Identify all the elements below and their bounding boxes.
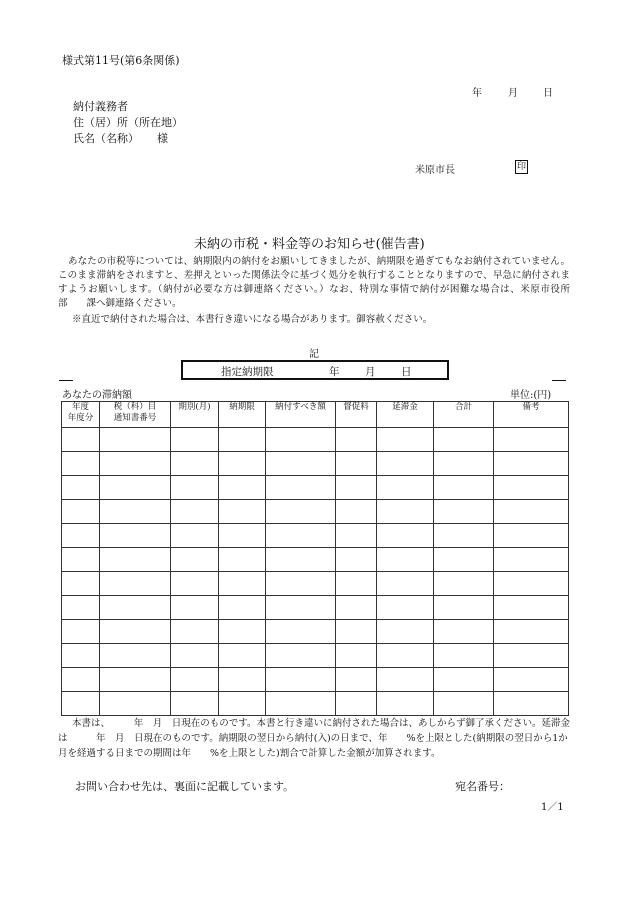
table-cell xyxy=(336,452,377,476)
table-cell xyxy=(434,500,494,524)
table-header-text: 納期限 xyxy=(229,402,255,412)
address-number-label: 宛名番号： xyxy=(455,780,510,793)
table-cell xyxy=(336,596,377,620)
table-cell xyxy=(336,572,377,596)
table-cell xyxy=(219,692,266,716)
table-cell xyxy=(434,428,494,452)
table-cell xyxy=(377,524,434,548)
table-row xyxy=(62,452,569,476)
table-cell xyxy=(171,596,219,620)
table-cell xyxy=(171,692,219,716)
table-cell xyxy=(494,572,569,596)
table-row xyxy=(62,572,569,596)
table-cell xyxy=(171,428,219,452)
table-cell xyxy=(219,524,266,548)
table-cell xyxy=(266,548,336,572)
table-cell xyxy=(494,620,569,644)
table-cell xyxy=(494,500,569,524)
table-cell xyxy=(62,500,100,524)
table-header-cell xyxy=(434,402,494,428)
table-cell xyxy=(219,596,266,620)
table-header-text: 通知書番号 xyxy=(113,413,157,423)
table-cell xyxy=(100,524,171,548)
body-note: ※直近で納付された場合は、本書行き違いになる場合があります。御容赦ください。 xyxy=(72,314,433,325)
footer-paragraph: 本書は、 年 月 日現在のものです。本書と行き違いに納付された場合は、あしからず御了承ください。延滞金は 年 月 日現在のものです。納期限の翌日から納付(入)の日まで、年 %を上限とした(納期限の翌日から1か月を経過する日までの期間は年 %を上限とした)割合で計算した金額が加算されます。 xyxy=(58,718,570,759)
table-cell xyxy=(62,620,100,644)
table-cell xyxy=(377,548,434,572)
table-cell xyxy=(62,668,100,692)
table-cell xyxy=(266,668,336,692)
table-cell xyxy=(219,572,266,596)
table-cell xyxy=(336,668,377,692)
corner-mark-left xyxy=(59,380,73,381)
table-cell xyxy=(100,548,171,572)
table-cell xyxy=(336,548,377,572)
table-cell xyxy=(494,548,569,572)
table-cell xyxy=(494,644,569,668)
table-row xyxy=(62,644,569,668)
table-cell xyxy=(336,620,377,644)
table-header-row xyxy=(62,402,569,428)
table-cell xyxy=(219,500,266,524)
due-month: 月 xyxy=(365,366,376,378)
delinquent-label: あなたの滞納額 xyxy=(62,390,132,401)
table-cell xyxy=(62,452,100,476)
table-cell xyxy=(434,620,494,644)
table-cell xyxy=(434,524,494,548)
ki-heading: 記 xyxy=(309,349,319,360)
table-cell xyxy=(266,692,336,716)
table-cell xyxy=(494,596,569,620)
table-cell xyxy=(171,524,219,548)
table-cell xyxy=(434,548,494,572)
table-header-cell xyxy=(377,402,434,428)
table-cell xyxy=(377,500,434,524)
table-header-cell xyxy=(336,402,377,428)
table-row xyxy=(62,500,569,524)
table-header-text: 督促料 xyxy=(343,402,369,412)
table-row xyxy=(62,596,569,620)
table-cell xyxy=(494,692,569,716)
due-label: 指定納期限 xyxy=(221,366,274,378)
table-cell xyxy=(434,476,494,500)
table-cell xyxy=(266,428,336,452)
table-cell xyxy=(266,596,336,620)
recipient-label: 納付義務者 xyxy=(73,100,128,113)
table-cell xyxy=(171,668,219,692)
table-cell xyxy=(434,644,494,668)
corner-mark-right xyxy=(552,380,566,381)
table-cell xyxy=(494,668,569,692)
table-cell xyxy=(266,572,336,596)
issuer-name: 米原市長 xyxy=(415,165,455,176)
table-cell xyxy=(100,500,171,524)
table-cell xyxy=(336,692,377,716)
table-cell xyxy=(171,572,219,596)
table-cell xyxy=(62,548,100,572)
table-cell xyxy=(377,668,434,692)
table-cell xyxy=(100,476,171,500)
recipient-address: 住（居）所（所在地） xyxy=(73,116,183,129)
table-cell xyxy=(377,428,434,452)
table-header-cell xyxy=(494,402,569,428)
table-row xyxy=(62,428,569,452)
table-cell xyxy=(100,452,171,476)
table-cell xyxy=(336,644,377,668)
table-header-text: 合計 xyxy=(454,402,472,412)
table-cell xyxy=(266,620,336,644)
table-cell xyxy=(336,500,377,524)
table-body xyxy=(62,428,569,716)
table-row xyxy=(62,620,569,644)
table-cell xyxy=(100,692,171,716)
contact-note: お問い合わせ先は、裏面に記載しています。 xyxy=(75,780,295,793)
due-date-box xyxy=(181,360,449,380)
page-number: 1／1 xyxy=(541,802,564,813)
table-cell xyxy=(434,692,494,716)
table-cell xyxy=(494,476,569,500)
table-header-text: 納付すべき額 xyxy=(275,402,326,412)
table-cell xyxy=(377,692,434,716)
table-cell xyxy=(434,572,494,596)
form-number: 様式第11号(第6条関係) xyxy=(62,54,180,67)
table-row xyxy=(62,476,569,500)
table-cell xyxy=(62,524,100,548)
table-cell xyxy=(336,476,377,500)
table-header-cell xyxy=(62,402,100,428)
table-cell xyxy=(62,476,100,500)
table-cell xyxy=(266,524,336,548)
table-cell xyxy=(336,524,377,548)
table-cell xyxy=(62,644,100,668)
table-header-text: 備考 xyxy=(522,402,540,412)
date-year: 年 xyxy=(472,88,482,99)
table-cell xyxy=(434,668,494,692)
table-cell xyxy=(377,620,434,644)
table-cell xyxy=(171,500,219,524)
table-cell xyxy=(171,476,219,500)
table-cell xyxy=(494,452,569,476)
table-cell xyxy=(100,644,171,668)
table-cell xyxy=(377,644,434,668)
due-year: 年 xyxy=(329,366,340,378)
table-cell xyxy=(494,428,569,452)
table-cell xyxy=(62,692,100,716)
table-cell xyxy=(62,428,100,452)
table-header-text: 期別(月) xyxy=(178,402,211,412)
delinquency-table xyxy=(61,401,569,716)
date-day: 日 xyxy=(543,88,553,99)
table-cell xyxy=(62,596,100,620)
table-row xyxy=(62,524,569,548)
table-header-text: 税（科）目 xyxy=(113,402,157,412)
table-cell xyxy=(219,620,266,644)
table-row xyxy=(62,548,569,572)
table-cell xyxy=(171,644,219,668)
table-cell xyxy=(219,668,266,692)
table-cell xyxy=(336,428,377,452)
due-day: 日 xyxy=(401,366,412,378)
table-cell xyxy=(377,476,434,500)
table-header-cell xyxy=(219,402,266,428)
table-cell xyxy=(219,452,266,476)
table-header-text: 延滞金 xyxy=(392,402,418,412)
table-cell xyxy=(219,548,266,572)
table-cell xyxy=(100,596,171,620)
recipient-name: 氏名（名称） xyxy=(73,132,139,145)
document-title: 未納の市税・料金等のお知らせ(催告書) xyxy=(194,237,425,252)
table-cell xyxy=(377,596,434,620)
table-cell xyxy=(266,476,336,500)
table-header-cell xyxy=(266,402,336,428)
table-cell xyxy=(219,476,266,500)
table-cell xyxy=(100,428,171,452)
recipient-honorific: 様 xyxy=(157,132,168,145)
table-cell xyxy=(100,572,171,596)
table-row xyxy=(62,668,569,692)
unit-label: 単位:(円) xyxy=(510,390,552,401)
table-cell xyxy=(266,452,336,476)
table-header-text: 年度分 xyxy=(67,413,94,423)
table-header-text: 年度 xyxy=(71,402,89,412)
table-cell xyxy=(266,500,336,524)
table-cell xyxy=(62,572,100,596)
date-month: 月 xyxy=(508,88,518,99)
table-row xyxy=(62,692,569,716)
table-cell xyxy=(171,548,219,572)
table-cell xyxy=(219,428,266,452)
table-cell xyxy=(171,620,219,644)
issuer-seal: 印 xyxy=(517,162,527,172)
table-cell xyxy=(434,452,494,476)
table-cell xyxy=(434,596,494,620)
table-cell xyxy=(377,572,434,596)
table-cell xyxy=(494,524,569,548)
table-cell xyxy=(377,452,434,476)
table-cell xyxy=(266,644,336,668)
table-cell xyxy=(100,668,171,692)
table-cell xyxy=(219,644,266,668)
table-cell xyxy=(171,452,219,476)
table-header-cell xyxy=(171,402,219,428)
body-paragraph: あなたの市税等については、納期限内の納付をお願いしてきましたが、納期限を過ぎてもなお納付されていません。このまま滞納をされますと、差押えといった関係法令に基づく処分を執行することとなりますので、早急に納付されますようお願いします。（納付が必要な方は御連絡ください。）なお、特別な事情で納付が困難な場合は、米原市役所 部 課へ御連絡ください。 xyxy=(58,256,590,309)
table-header-cell xyxy=(100,402,171,428)
table-cell xyxy=(100,620,171,644)
